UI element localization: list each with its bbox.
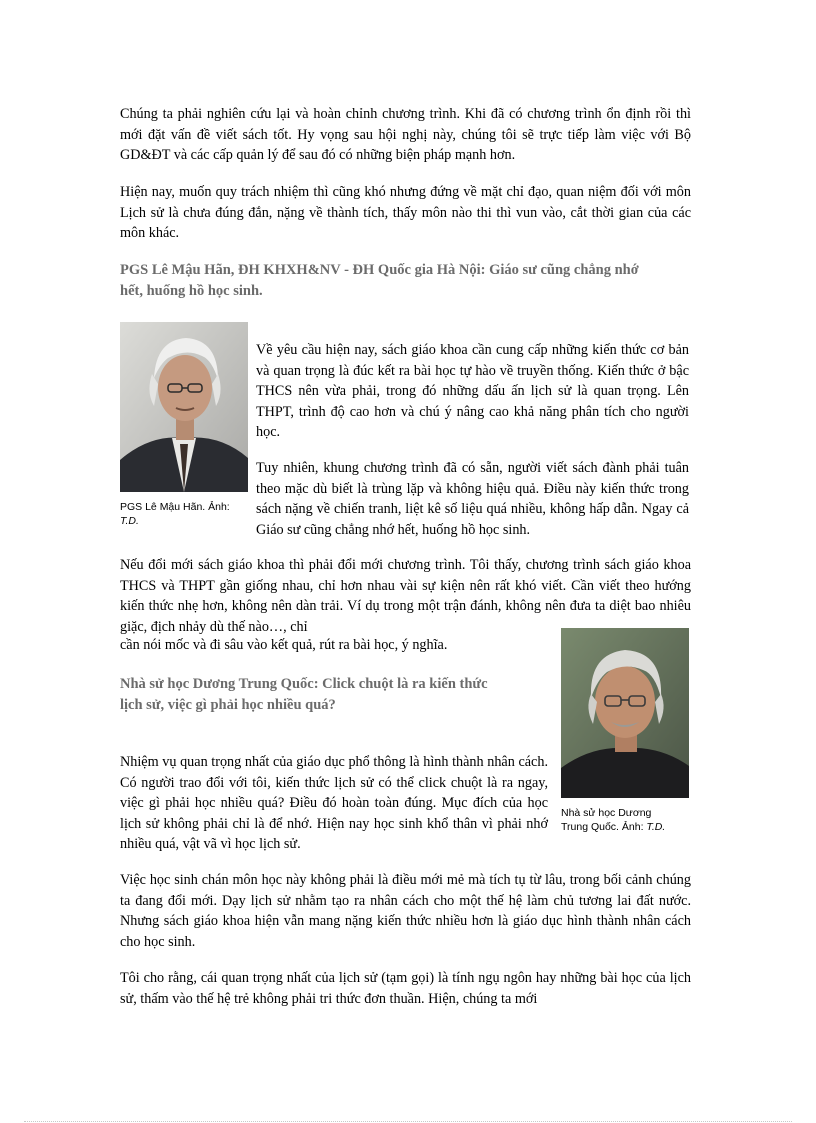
caption-le-mau-han: [120, 500, 250, 528]
paragraph-5-end: cần nói mốc và đi sâu vào kết quả, rút ra bài học, ý nghĩa.: [120, 637, 448, 653]
heading-line: lịch sử, việc gì phải học nhiều quá?: [120, 697, 336, 713]
caption-text: PGS Lê Mậu Hãn. Ảnh:: [120, 501, 230, 513]
caption-credit: T.D.: [120, 515, 139, 527]
paragraph-6: Nhiệm vụ quan trọng nhất của giáo dục phổ thông là hình thành nhân cách. Có người trao đổi với tôi, kiến thức lịch sử có thể click chuột là ra ngay, việc gì phải học nhiều quá? Điều đó hoàn toàn đúng. Mục đích của học lịch sử không phải chỉ là để nhớ. Hiện nay học sinh khổ thân vì phải nhớ nhiều quá, vật vã vì học lịch sử.: [120, 754, 548, 852]
paragraph-4: Tuy nhiên, khung chương trình đã có sẵn, người viết sách đành phải tuân theo mặc dù biết là trùng lặp và không hiệu quả. Điều này kiến thức trong sách nặng về chiến tranh, liệt kê số liệu quá nhiều, không hấp dẫn. Ngay cả Giáo sư cũng chẳng nhớ hết, huống hồ học sinh.: [256, 460, 689, 538]
paragraph-5: Nếu đổi mới sách giáo khoa thì phải đổi mới chương trình. Tôi thấy, chương trình sách giáo khoa THCS và THPT gần giống nhau, chỉ hơn nhau vài sự kiện nên rất khó viết. Cần viết theo hướng kiến thức nhẹ hơn, không nên dàn trải. Ví dụ trong một trận đánh, không nên đưa ta diệt bao nhiêu giặc, địch nhảy dù thế nào…, chỉ: [120, 557, 691, 635]
paragraph-3: Về yêu cầu hiện nay, sách giáo khoa cần cung cấp những kiến thức cơ bản và quan trọng là đúc kết ra bài học tự hào về truyền thống. Kiến thức ở bậc THCS nên vừa phải, trong đó những dấu ấn lịch sử là quan trọng. Lên THPT, trình độ cao hơn và chú ý nâng cao khả năng phân tích cho người học.: [256, 342, 689, 440]
heading-duong-trung-quoc: [120, 674, 540, 716]
caption-credit: T.D.: [646, 821, 666, 833]
portrait-image: [561, 628, 689, 798]
paragraph-8: Tôi cho rằng, cái quan trọng nhất của lịch sử (tạm gọi) là tính ngụ ngôn hay những bài học của lịch sử, thấm vào thế hệ trẻ không phải tri thức đơn thuần. Hiện, chúng ta mới: [120, 970, 691, 1007]
paragraph-7: Việc học sinh chán môn học này không phải là điều mới mẻ mà tích tụ từ lâu, trong bối cảnh chúng ta đang đổi mới. Dạy lịch sử nhằm tạo ra nhân cách cho một thế hệ làm chủ tương lai đất nước. Nhưng sách giáo khoa hiện vẫn mang nặng kiến thức nhiều hơn là giáo dục hình thành nhân cách cho học sinh.: [120, 872, 691, 950]
caption-duong-trung-quoc: [561, 806, 691, 834]
photo-le-mau-han: [120, 322, 248, 492]
caption-text: Trung Quốc. Ảnh:: [561, 821, 644, 833]
photo-duong-trung-quoc: [561, 628, 689, 798]
page-bottom-rule: [24, 1121, 792, 1122]
heading-line: PGS Lê Mậu Hãn, ĐH KHXH&NV - ĐH Quốc gia Hà Nội: Giáo sư cũng chẳng nhớ: [120, 262, 639, 278]
heading-line: Nhà sử học Dương Trung Quốc: Click chuột là ra kiến thức: [120, 676, 488, 692]
paragraph-1: Chúng ta phải nghiên cứu lại và hoàn chỉnh chương trình. Khi đã có chương trình ổn định rồi thì mới đặt vấn đề viết sách tốt. Hy vọng sau hội nghị này, chúng tôi sẽ trực tiếp làm việc với Bộ GD&ĐT và các cấp quản lý để sau đó có những biện pháp mạnh hơn.: [120, 106, 691, 163]
portrait-image: [120, 322, 248, 492]
heading-line: hết, huống hồ học sinh.: [120, 283, 263, 299]
paragraph-2: Hiện nay, muốn quy trách nhiệm thì cũng khó nhưng đứng về mặt chỉ đạo, quan niệm đối với môn Lịch sử là chưa đúng đắn, nặng về thành tích, thấy môn nào thi thì vun vào, cắt thời gian của các môn khác.: [120, 184, 691, 241]
caption-text: Nhà sử học Dương: [561, 807, 652, 819]
heading-le-mau-han: [120, 260, 700, 302]
